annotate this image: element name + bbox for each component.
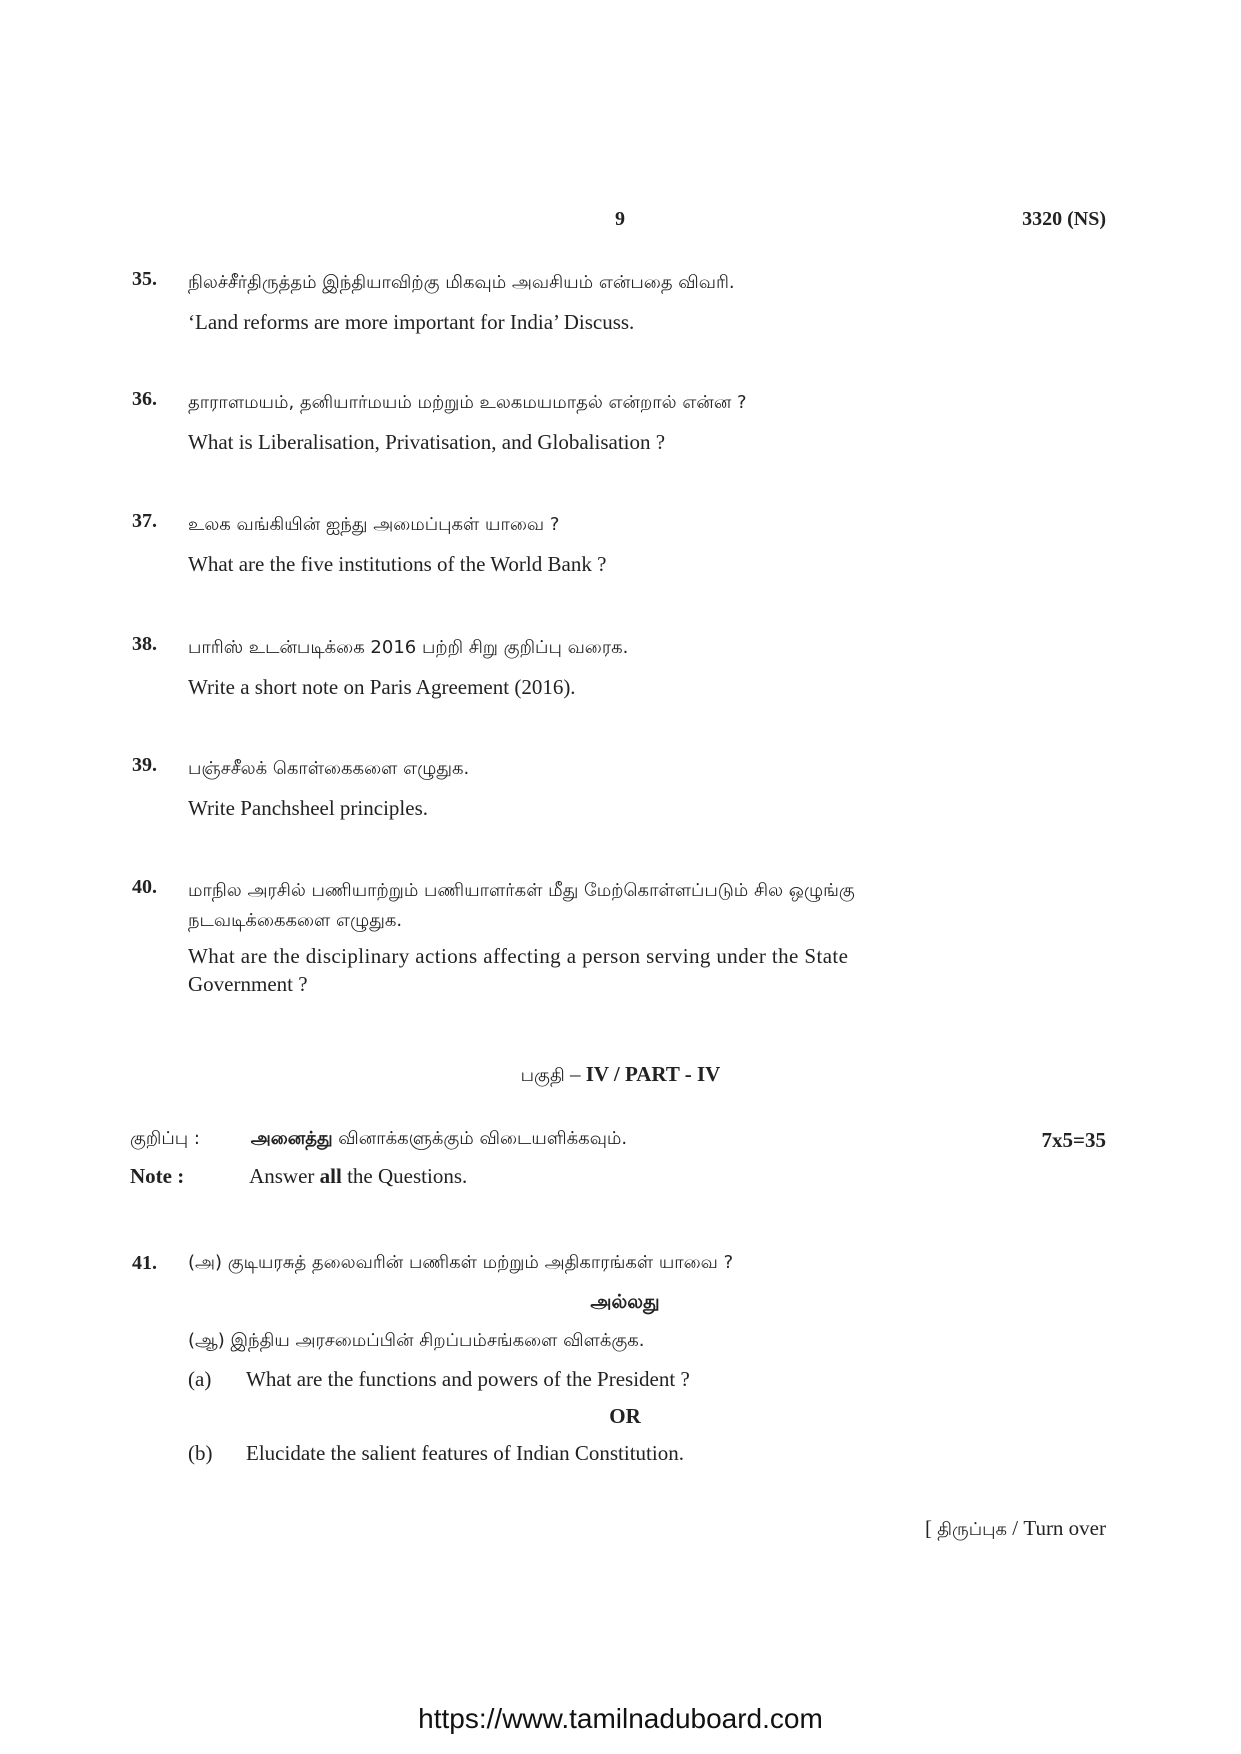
option-a-tamil: (அ) குடியரசுத் தலைவரின் பணிகள் மற்றும் அதிகாரங்கள் யாவை ? bbox=[188, 1252, 734, 1273]
question-text-tamil-line-1: மாநில அரசில் பணியாற்றும் பணியாளர்கள் மீது மேற்கொள்ளப்படும் சில ஒழுங்கு bbox=[188, 880, 855, 901]
question-39 bbox=[132, 754, 1062, 822]
question-text-tamil: உலக வங்கியின் ஐந்து அமைப்புகள் யாவை ? bbox=[188, 514, 560, 535]
note-tamil bbox=[130, 1128, 627, 1151]
question-text-english-line-1: What are the disciplinary actions affecting a person serving under the State bbox=[188, 944, 849, 968]
option-b-tamil: (ஆ) இந்திய அரசமைப்பின் சிறப்பம்சங்களை விளக்குக. bbox=[188, 1330, 645, 1351]
question-36 bbox=[132, 388, 1062, 456]
question-text-tamil: பாரிஸ் உடன்படிக்கை 2016 பற்றி சிறு குறிப்பு வரைக. bbox=[188, 637, 629, 658]
option-a-text: What are the functions and powers of the President ? bbox=[246, 1367, 690, 1391]
question-38 bbox=[132, 633, 1062, 701]
note-english-post: the Questions. bbox=[347, 1164, 468, 1188]
question-text-tamil: தாராளமயம், தனியார்மயம் மற்றும் உலகமயமாதல் என்றால் என்ன ? bbox=[188, 392, 747, 413]
note-english bbox=[130, 1164, 467, 1189]
turn-over-english: / Turn over bbox=[1012, 1516, 1106, 1540]
option-a-label: (a) bbox=[188, 1367, 212, 1391]
option-b-english bbox=[188, 1441, 1062, 1466]
note-english-emphasis: all bbox=[319, 1164, 342, 1188]
question-37 bbox=[132, 510, 1062, 578]
page-number: 9 bbox=[615, 208, 625, 230]
footer-url: https://www.tamilnaduboard.com bbox=[418, 1703, 823, 1734]
question-number: 41. bbox=[132, 1252, 157, 1274]
option-b-text: Elucidate the salient features of Indian Constitution. bbox=[246, 1441, 684, 1465]
part-heading-tamil: பகுதி bbox=[520, 1065, 565, 1086]
note-tamil-emphasis: அனைத்து bbox=[250, 1128, 333, 1149]
option-a-english bbox=[188, 1367, 1062, 1392]
question-number: 39. bbox=[132, 754, 157, 776]
paper-code: 3320 (NS) bbox=[1022, 208, 1106, 230]
question-text-tamil: நிலச்சீர்திருத்தம் இந்தியாவிற்கு மிகவும் அவசியம் என்பதை விவரி. bbox=[188, 272, 735, 293]
note-english-label: Note : bbox=[130, 1164, 185, 1188]
part-heading-english: IV / PART - IV bbox=[585, 1062, 721, 1086]
question-number: 35. bbox=[132, 268, 157, 290]
or-separator-english: OR bbox=[609, 1404, 641, 1428]
question-text-english: Write Panchsheel principles. bbox=[188, 796, 428, 820]
note-english-pre: Answer bbox=[249, 1164, 315, 1188]
question-text-english: What is Liberalisation, Privatisation, and Globalisation ? bbox=[188, 430, 666, 454]
question-41 bbox=[132, 1252, 1062, 1466]
question-text-english: What are the five institutions of the World Bank ? bbox=[188, 552, 607, 576]
turn-over-tamil: திருப்புக bbox=[937, 1519, 1008, 1540]
question-35 bbox=[132, 268, 1062, 336]
question-number: 37. bbox=[132, 510, 157, 532]
question-number: 40. bbox=[132, 876, 157, 898]
question-text-english: ‘Land reforms are more important for India’ Discuss. bbox=[188, 310, 635, 334]
part-heading-dash: – bbox=[569, 1062, 581, 1086]
note-tamil-label: குறிப்பு : bbox=[130, 1128, 200, 1149]
note-tamil-text: வினாக்களுக்கும் விடையளிக்கவும். bbox=[338, 1128, 628, 1149]
turn-over-note bbox=[925, 1516, 1106, 1542]
question-text-tamil: பஞ்சசீலக் கொள்கைகளை எழுதுக. bbox=[188, 758, 470, 779]
option-b-label: (b) bbox=[188, 1441, 213, 1465]
or-separator-tamil: அல்லது bbox=[590, 1291, 660, 1313]
question-number: 36. bbox=[132, 388, 157, 410]
question-number: 38. bbox=[132, 633, 157, 655]
question-40 bbox=[132, 876, 1062, 998]
turn-over-bracket: [ bbox=[925, 1516, 933, 1540]
marks-scheme: 7x5=35 bbox=[1041, 1128, 1106, 1152]
question-text-english-line-2: Government ? bbox=[188, 972, 308, 996]
part-heading bbox=[0, 1062, 1241, 1088]
question-text-tamil-line-2: நடவடிக்கைகளை எழுதுக. bbox=[188, 910, 403, 931]
question-text-english: Write a short note on Paris Agreement (2016). bbox=[188, 675, 576, 699]
